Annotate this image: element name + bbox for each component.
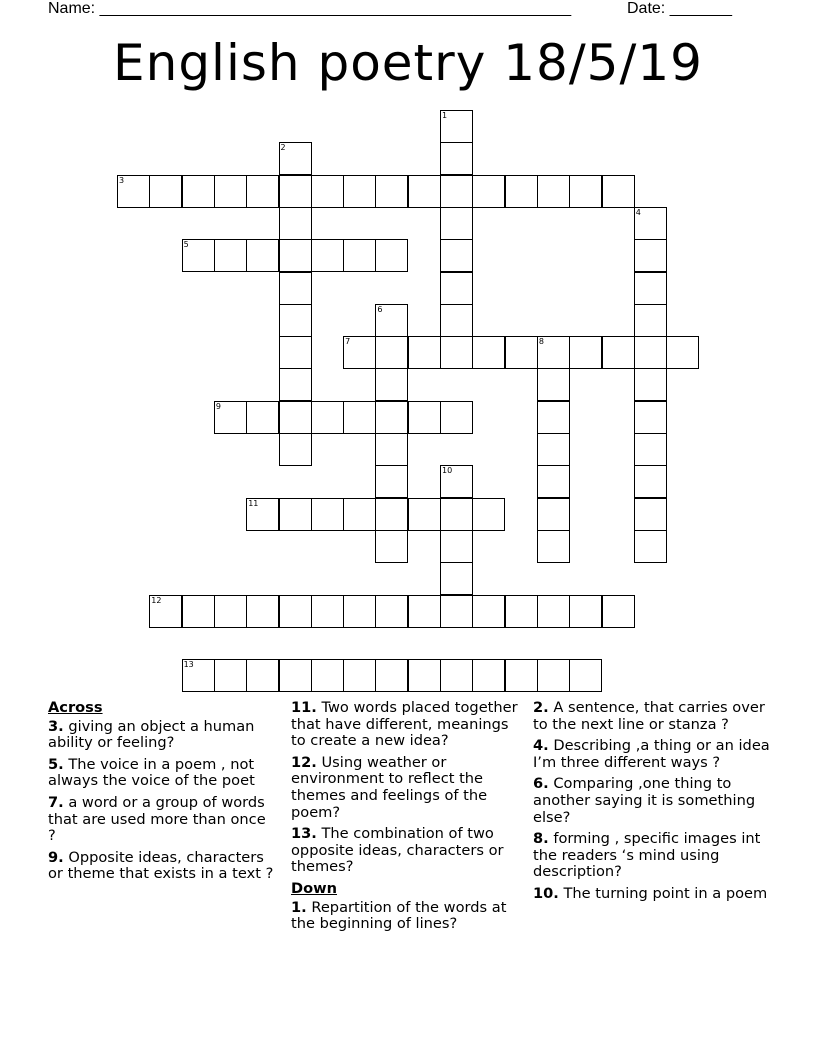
grid-cell[interactable]: [505, 595, 538, 628]
clue-number: 6.: [533, 775, 549, 793]
cell-number: 5: [183, 240, 189, 250]
grid-cell[interactable]: [117, 175, 150, 208]
grid-cell[interactable]: [149, 175, 182, 208]
clue-across-12: [291, 755, 519, 821]
grid-cell[interactable]: [634, 465, 667, 498]
clue-across-7: [48, 795, 276, 845]
grid-cell[interactable]: [311, 239, 344, 272]
grid-cell[interactable]: [537, 401, 570, 434]
cell-number: 2: [280, 143, 286, 153]
grid-cell[interactable]: [472, 336, 505, 369]
clue-number: 7.: [48, 793, 64, 811]
grid-cell[interactable]: [569, 336, 602, 369]
grid-cell[interactable]: [634, 207, 667, 240]
grid-cell[interactable]: [537, 595, 570, 628]
grid-cell[interactable]: [634, 368, 667, 401]
down-heading: Down: [291, 879, 338, 897]
clues-column-2: [291, 700, 519, 938]
grid-cell[interactable]: [214, 595, 247, 628]
grid-cell[interactable]: [375, 595, 408, 628]
clue-number: 3.: [48, 717, 64, 735]
clue-down-2: [533, 700, 773, 733]
grid-cell[interactable]: [246, 659, 279, 692]
clue-number: 1.: [291, 898, 307, 916]
grid-cell[interactable]: [279, 401, 312, 434]
grid-cell[interactable]: [343, 659, 376, 692]
cell-number: 4: [635, 207, 641, 217]
name-label: Name:: [48, 0, 96, 17]
clue-across-3: [48, 719, 276, 752]
grid-cell[interactable]: [279, 336, 312, 369]
clue-text: The turning point in a poem: [558, 884, 768, 902]
grid-cell[interactable]: [537, 465, 570, 498]
grid-cell[interactable]: [279, 207, 312, 240]
clue-text: Two words placed together that have different, meanings to create a new idea?: [291, 699, 518, 750]
grid-cell[interactable]: [279, 175, 312, 208]
clue-down-6: [533, 776, 773, 826]
grid-cell[interactable]: [537, 659, 570, 692]
grid-cell[interactable]: [246, 595, 279, 628]
grid-cell[interactable]: [440, 207, 473, 240]
clues-column-1: [48, 700, 276, 888]
grid-cell[interactable]: [375, 465, 408, 498]
clue-text: The combination of two opposite ideas, characters or themes?: [291, 825, 504, 876]
grid-cell[interactable]: [440, 142, 473, 175]
clue-text: A sentence, that carries over to the next line or stanza ?: [533, 699, 765, 733]
grid-cell[interactable]: [246, 175, 279, 208]
grid-cell[interactable]: [375, 659, 408, 692]
grid-cell[interactable]: [311, 595, 344, 628]
clue-text: forming , specific images int the readers ‘s mind using description?: [533, 830, 761, 881]
grid-cell[interactable]: [440, 239, 473, 272]
grid-cell[interactable]: [279, 659, 312, 692]
clue-number: 2.: [533, 699, 549, 716]
clues-column-3: [533, 700, 773, 908]
grid-cell[interactable]: [343, 336, 376, 369]
grid-cell[interactable]: [246, 401, 279, 434]
clue-across-5: [48, 757, 276, 790]
grid-cell[interactable]: [472, 498, 505, 531]
grid-cell[interactable]: [634, 433, 667, 466]
clue-text: Repartition of the words at the beginning of lines?: [291, 898, 507, 933]
grid-cell[interactable]: [537, 336, 570, 369]
name-line: _____________________________________________________: [99, 0, 572, 17]
grid-cell[interactable]: [634, 336, 667, 369]
clue-across-9: [48, 850, 276, 883]
grid-cell[interactable]: [311, 401, 344, 434]
clue-down-10: [533, 886, 773, 903]
grid-cell[interactable]: [569, 595, 602, 628]
grid-cell[interactable]: [182, 239, 215, 272]
grid-cell[interactable]: [214, 401, 247, 434]
cell-number: 6: [377, 304, 383, 314]
grid-cell[interactable]: [537, 498, 570, 531]
grid-cell[interactable]: [440, 304, 473, 337]
clue-across-13: [291, 826, 519, 876]
grid-cell[interactable]: [246, 239, 279, 272]
grid-cell[interactable]: [408, 659, 441, 692]
grid-cell[interactable]: [343, 239, 376, 272]
clue-down-8: [533, 831, 773, 881]
grid-cell[interactable]: [569, 659, 602, 692]
grid-cell[interactable]: [569, 175, 602, 208]
cell-number: 12: [151, 595, 162, 605]
grid-cell[interactable]: [440, 562, 473, 595]
grid-cell[interactable]: [182, 595, 215, 628]
grid-cell[interactable]: [279, 368, 312, 401]
grid-cell[interactable]: [472, 659, 505, 692]
grid-cell[interactable]: [505, 659, 538, 692]
grid-cell[interactable]: [375, 401, 408, 434]
grid-cell[interactable]: [408, 336, 441, 369]
grid-cell[interactable]: [279, 142, 312, 175]
grid-cell[interactable]: [182, 659, 215, 692]
across-heading: Across: [48, 699, 103, 716]
grid-cell[interactable]: [375, 175, 408, 208]
grid-cell[interactable]: [311, 175, 344, 208]
grid-cell[interactable]: [375, 498, 408, 531]
grid-cell[interactable]: [408, 595, 441, 628]
grid-cell[interactable]: [440, 110, 473, 143]
clue-text: giving an object a human ability or feeling?: [48, 717, 255, 752]
grid-cell[interactable]: [375, 433, 408, 466]
grid-cell[interactable]: [440, 336, 473, 369]
grid-cell[interactable]: [602, 175, 635, 208]
grid-cell[interactable]: [214, 659, 247, 692]
clue-number: 10.: [533, 884, 559, 902]
grid-cell[interactable]: [602, 336, 635, 369]
clue-number: 9.: [48, 848, 64, 866]
clue-down-4: [533, 738, 773, 771]
clue-number: 8.: [533, 830, 549, 848]
cell-number: 7: [345, 337, 351, 347]
grid-cell[interactable]: [440, 272, 473, 305]
grid-cell[interactable]: [343, 595, 376, 628]
cell-number: 9: [215, 401, 221, 411]
grid-cell[interactable]: [634, 239, 667, 272]
grid-cell[interactable]: [343, 498, 376, 531]
grid-cell[interactable]: [408, 498, 441, 531]
grid-cell[interactable]: [279, 304, 312, 337]
grid-cell[interactable]: [246, 498, 279, 531]
grid-cell[interactable]: [440, 175, 473, 208]
grid-cell[interactable]: [440, 595, 473, 628]
grid-cell[interactable]: [634, 401, 667, 434]
cell-number: 10: [442, 466, 453, 476]
grid-cell[interactable]: [343, 401, 376, 434]
date-line: _______: [669, 0, 732, 17]
grid-cell[interactable]: [311, 659, 344, 692]
cell-number: 1: [442, 111, 448, 120]
grid-cell[interactable]: [182, 175, 215, 208]
grid-cell[interactable]: [472, 595, 505, 628]
grid-cell[interactable]: [279, 272, 312, 305]
clue-text: a word or a group of words that are used more than once ?: [48, 793, 266, 845]
grid-cell[interactable]: [634, 272, 667, 305]
grid-cell[interactable]: [311, 498, 344, 531]
grid-cell[interactable]: [375, 304, 408, 337]
clue-down-1: [291, 900, 519, 933]
grid-cell[interactable]: [408, 401, 441, 434]
grid-cell[interactable]: [537, 368, 570, 401]
clue-text: The voice in a poem , not always the voice of the poet: [48, 755, 255, 790]
grid-cell[interactable]: [149, 595, 182, 628]
cell-number: 3: [119, 175, 125, 185]
page-title: English poetry 18/5/19: [113, 34, 703, 92]
grid-cell[interactable]: [214, 175, 247, 208]
grid-cell[interactable]: [279, 239, 312, 272]
clue-across-11: [291, 700, 519, 750]
cell-number: 11: [248, 498, 259, 508]
clue-text: Describing ,a thing or an idea I’m three different ways ?: [533, 737, 770, 771]
grid-cell[interactable]: [634, 498, 667, 531]
clue-number: 11.: [291, 699, 317, 716]
clue-number: 13.: [291, 825, 317, 843]
grid-cell[interactable]: [375, 368, 408, 401]
grid-cell[interactable]: [440, 465, 473, 498]
grid-cell[interactable]: [537, 175, 570, 208]
date-label: Date:: [627, 0, 666, 17]
grid-cell[interactable]: [602, 595, 635, 628]
grid-cell[interactable]: [440, 659, 473, 692]
clue-number: 12.: [291, 753, 317, 771]
grid-cell[interactable]: [634, 304, 667, 337]
grid-cell[interactable]: [214, 239, 247, 272]
grid-cell[interactable]: [440, 498, 473, 531]
grid-cell[interactable]: [279, 433, 312, 466]
grid-cell[interactable]: [343, 175, 376, 208]
grid-cell[interactable]: [408, 175, 441, 208]
clue-number: 4.: [533, 737, 549, 755]
grid-cell[interactable]: [537, 530, 570, 563]
grid-cell[interactable]: [375, 239, 408, 272]
grid-cell[interactable]: [537, 433, 570, 466]
grid-cell[interactable]: [440, 530, 473, 563]
grid-cell[interactable]: [634, 530, 667, 563]
clue-number: 5.: [48, 755, 64, 773]
clue-text: Using weather or environment to reflect the themes and feelings of the poem?: [291, 753, 488, 821]
grid-cell[interactable]: [666, 336, 699, 369]
cell-number: 8: [538, 337, 544, 347]
clue-text: Opposite ideas, characters or theme that exists in a text ?: [48, 848, 274, 883]
clue-text: Comparing ,one thing to another saying it is something else?: [533, 775, 756, 826]
cell-number: 13: [183, 660, 194, 670]
grid-cell[interactable]: [505, 175, 538, 208]
grid-cell[interactable]: [279, 498, 312, 531]
grid-cell[interactable]: [472, 175, 505, 208]
grid-cell[interactable]: [440, 401, 473, 434]
grid-cell[interactable]: [505, 336, 538, 369]
grid-cell[interactable]: [279, 595, 312, 628]
grid-cell[interactable]: [375, 336, 408, 369]
grid-cell[interactable]: [375, 530, 408, 563]
